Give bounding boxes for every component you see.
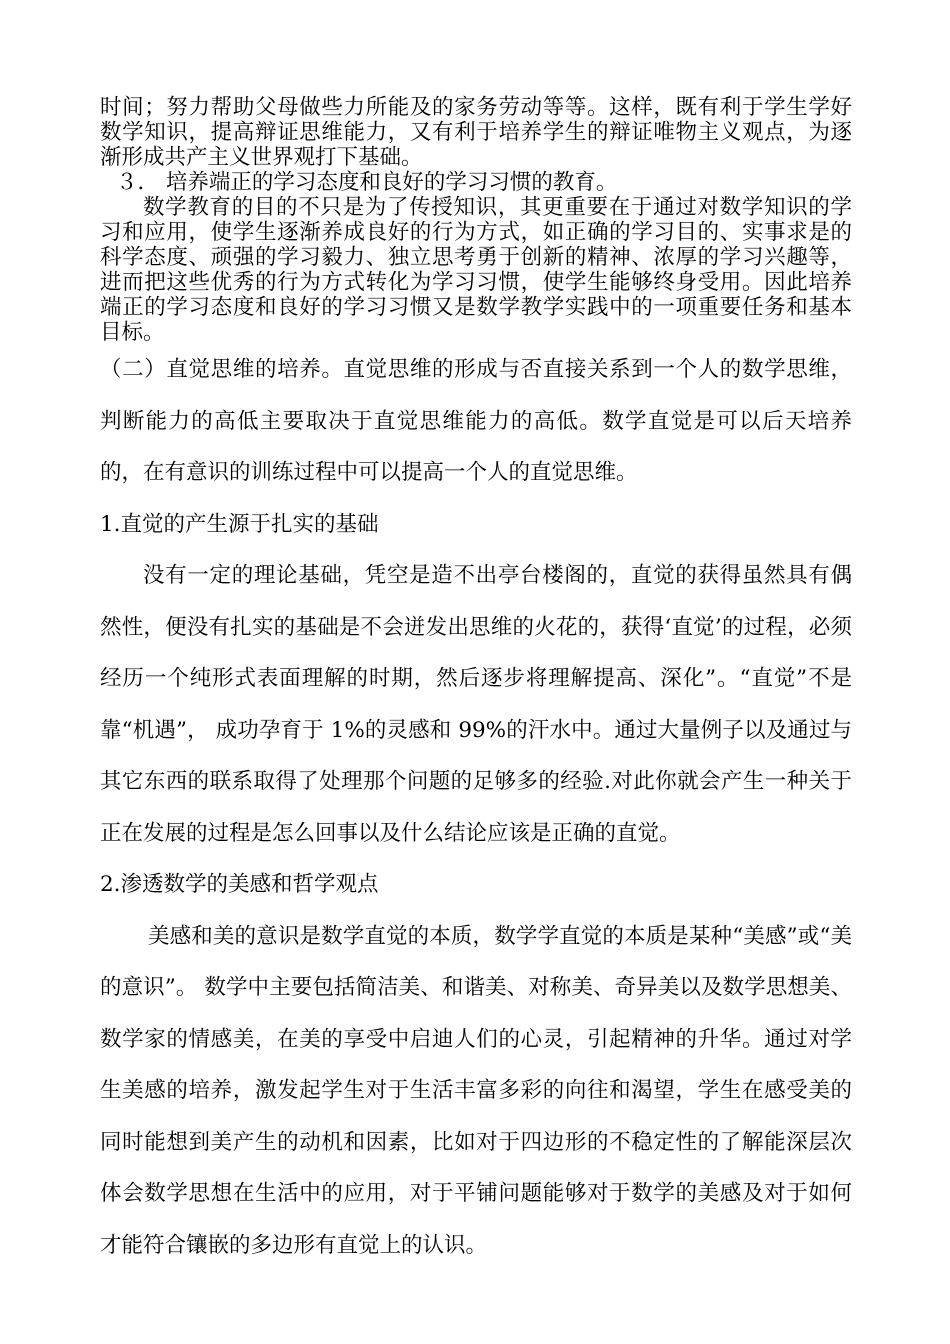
paragraph-aesthetics: 美感和美的意识是数学直觉的本质，数学学直觉的本质是某种“美感”或“美的意识”。 数学中主要包括简洁美、和谐美、对称美、奇异美以及数学思想美、数学家的情感美，在美的享受中启迪人们的心灵，引起精神的升华。通过对学生美感的培养，激发起学生对于生活丰富多彩的向往和渴望，学生在感受美的同时能想到美产生的动机和因素，比如对于四边形的不稳定性的了解能深层次体会数学思想在生活中的应用，对于平铺问题能够对于数学的美感及对于如何才能符合镶嵌的多边形有直觉上的认识。 xyxy=(100,923,852,1258)
heading-study-attitude: ３． 培养端正的学习态度和良好的学习习惯的教育。 xyxy=(116,170,618,195)
paragraph-intuition-intro: （二）直觉思维的培养。直觉思维的形成与否直接关系到一个人的数学思维，判断能力的高低主要取决于直觉思维能力的高低。数学直觉是可以后天培养的，在有意识的训练过程中可以提高一个人的直觉思维。 xyxy=(100,357,852,485)
section-moral-education xyxy=(100,95,852,345)
heading-solid-foundation: 1.直觉的产生源于扎实的基础 xyxy=(100,511,379,537)
paragraph-study-attitude: 数学教育的目的不只是为了传授知识，其更重要在于通过对数学知识的学习和应用，使学生逐渐养成良好的行为方式，如正确的学习目的、实事求是的科学态度、顽强的学习毅力、独立思考勇于创新的精神、浓厚的学习兴趣等，进而把这些优秀的行为方式转化为学习习惯，使学生能够终身受用。因此培养端正的学习态度和良好的学习习惯又是数学教学实践中的一项重要任务和基本目标。 xyxy=(100,195,852,345)
section-intuition xyxy=(100,344,852,1271)
paragraph-continued: 时间；努力帮助父母做些力所能及的家务劳动等等。这样，既有利于学生学好数学知识，提高辩证思维能力，又有利于培养学生的辩证唯物主义观点，为逐渐形成共产主义世界观打下基础。 xyxy=(100,95,852,170)
heading-aesthetics: 2.渗透数学的美感和哲学观点 xyxy=(100,872,379,897)
paragraph-solid-foundation: 没有一定的理论基础，凭空是造不出亭台楼阁的，直觉的获得虽然具有偶然性，便没有扎实的基础是不会迸发出思维的火花的，获得‘直觉’的过程，必须经历一个纯形式表面理解的时期，然后逐步将理解提高、深化”。“直觉”不是靠“机遇”， 成功孕育于 1%的灵感和 99%的汗水中。通过大量例子以及通过与其它东西的联系取得了处理那个问题的足够多的经验.对此你就会产生一种关于正在发展的过程是怎么回事以及什么结论应该是正确的直觉。 xyxy=(100,563,852,846)
